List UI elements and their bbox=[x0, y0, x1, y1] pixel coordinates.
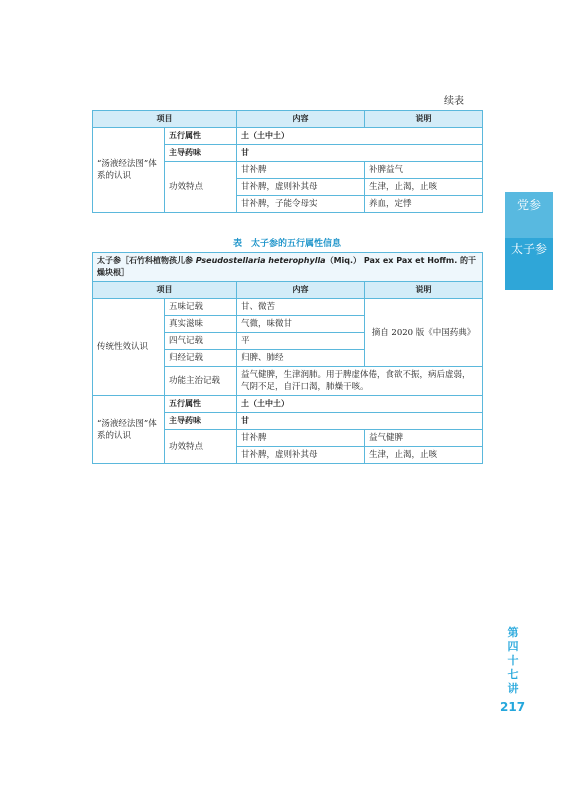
row-content: 甘补脾，虚则补其母 bbox=[237, 447, 365, 464]
header-content: 内容 bbox=[237, 282, 365, 299]
row-content: 甘补脾，子能令母实 bbox=[237, 196, 365, 213]
banner-prefix: 太子参［石竹科植物孩儿参 bbox=[97, 256, 196, 265]
row-note: 养血，定悸 bbox=[365, 196, 483, 213]
group-label: “汤液经法图”体系的认识 bbox=[93, 128, 165, 213]
row-item: 四气记载 bbox=[165, 333, 237, 350]
row-content: 归脾、肺经 bbox=[237, 350, 365, 367]
row-item: 主导药味 bbox=[165, 413, 237, 430]
row-note: 生津，止渴，止咳 bbox=[365, 447, 483, 464]
table-title: 表 太子参的五行属性信息 bbox=[232, 239, 341, 249]
row-content: 甘 bbox=[237, 145, 483, 162]
row-content: 甘补脾 bbox=[237, 162, 365, 179]
header-note: 说明 bbox=[365, 111, 483, 128]
row-item: 功效特点 bbox=[165, 162, 237, 213]
table-row bbox=[93, 299, 483, 316]
row-content: 甘、微苦 bbox=[237, 299, 365, 316]
row-content: 土（土中土） bbox=[237, 128, 483, 145]
row-note: 益气健脾 bbox=[365, 430, 483, 447]
chapter-label: 第四十七讲 bbox=[507, 626, 519, 695]
row-content: 益气健脾，生津润肺。用于脾虚体倦，食欲不振，病后虚弱，气阴不足，自汗口渴，肺燥干咳。 bbox=[237, 367, 483, 396]
row-note: 生津，止渴，止咳 bbox=[365, 179, 483, 196]
row-content: 甘补脾 bbox=[237, 430, 365, 447]
five-element-table-continued bbox=[92, 110, 483, 213]
banner-latin: Pseudostellaria heterophylla bbox=[195, 256, 326, 265]
row-item: 主导药味 bbox=[165, 145, 237, 162]
row-content: 土（土中土） bbox=[237, 396, 483, 413]
table-row bbox=[93, 396, 483, 413]
row-content: 甘补脾，虚则补其母 bbox=[237, 179, 365, 196]
row-item: 五味记载 bbox=[165, 299, 237, 316]
side-tab-taizishen: 太子参 bbox=[505, 238, 553, 290]
banner-row bbox=[93, 253, 483, 282]
continued-label: 续表 bbox=[444, 96, 464, 107]
header-content: 内容 bbox=[237, 111, 365, 128]
row-content: 气微，味微甘 bbox=[237, 316, 365, 333]
row-item: 功能主治记载 bbox=[165, 367, 237, 396]
header-item: 项目 bbox=[93, 111, 237, 128]
taizishen-table bbox=[92, 252, 483, 464]
table-header-row bbox=[93, 282, 483, 299]
row-content: 平 bbox=[237, 333, 365, 350]
row-item: 五行属性 bbox=[165, 128, 237, 145]
header-item: 项目 bbox=[93, 282, 237, 299]
table-row bbox=[93, 128, 483, 145]
group-label: “汤液经法图”体系的认识 bbox=[93, 396, 165, 464]
page-number: 217 bbox=[500, 700, 526, 714]
row-note: 补脾益气 bbox=[365, 162, 483, 179]
side-tab-dangshen: 党参 bbox=[505, 192, 553, 242]
group-note: 摘自 2020 版《中国药典》 bbox=[365, 299, 483, 367]
row-item: 功效特点 bbox=[165, 430, 237, 464]
row-item: 五行属性 bbox=[165, 396, 237, 413]
row-item: 真实滋味 bbox=[165, 316, 237, 333]
group-label: 传统性效认识 bbox=[93, 299, 165, 396]
row-content: 甘 bbox=[237, 413, 483, 430]
banner-suffix: （Miq.） Pax ex Pax et Hoffm. 的干燥块根］ bbox=[97, 256, 477, 277]
header-note: 说明 bbox=[365, 282, 483, 299]
row-item: 归经记载 bbox=[165, 350, 237, 367]
table-header-row bbox=[93, 111, 483, 128]
banner-cell bbox=[93, 253, 483, 282]
